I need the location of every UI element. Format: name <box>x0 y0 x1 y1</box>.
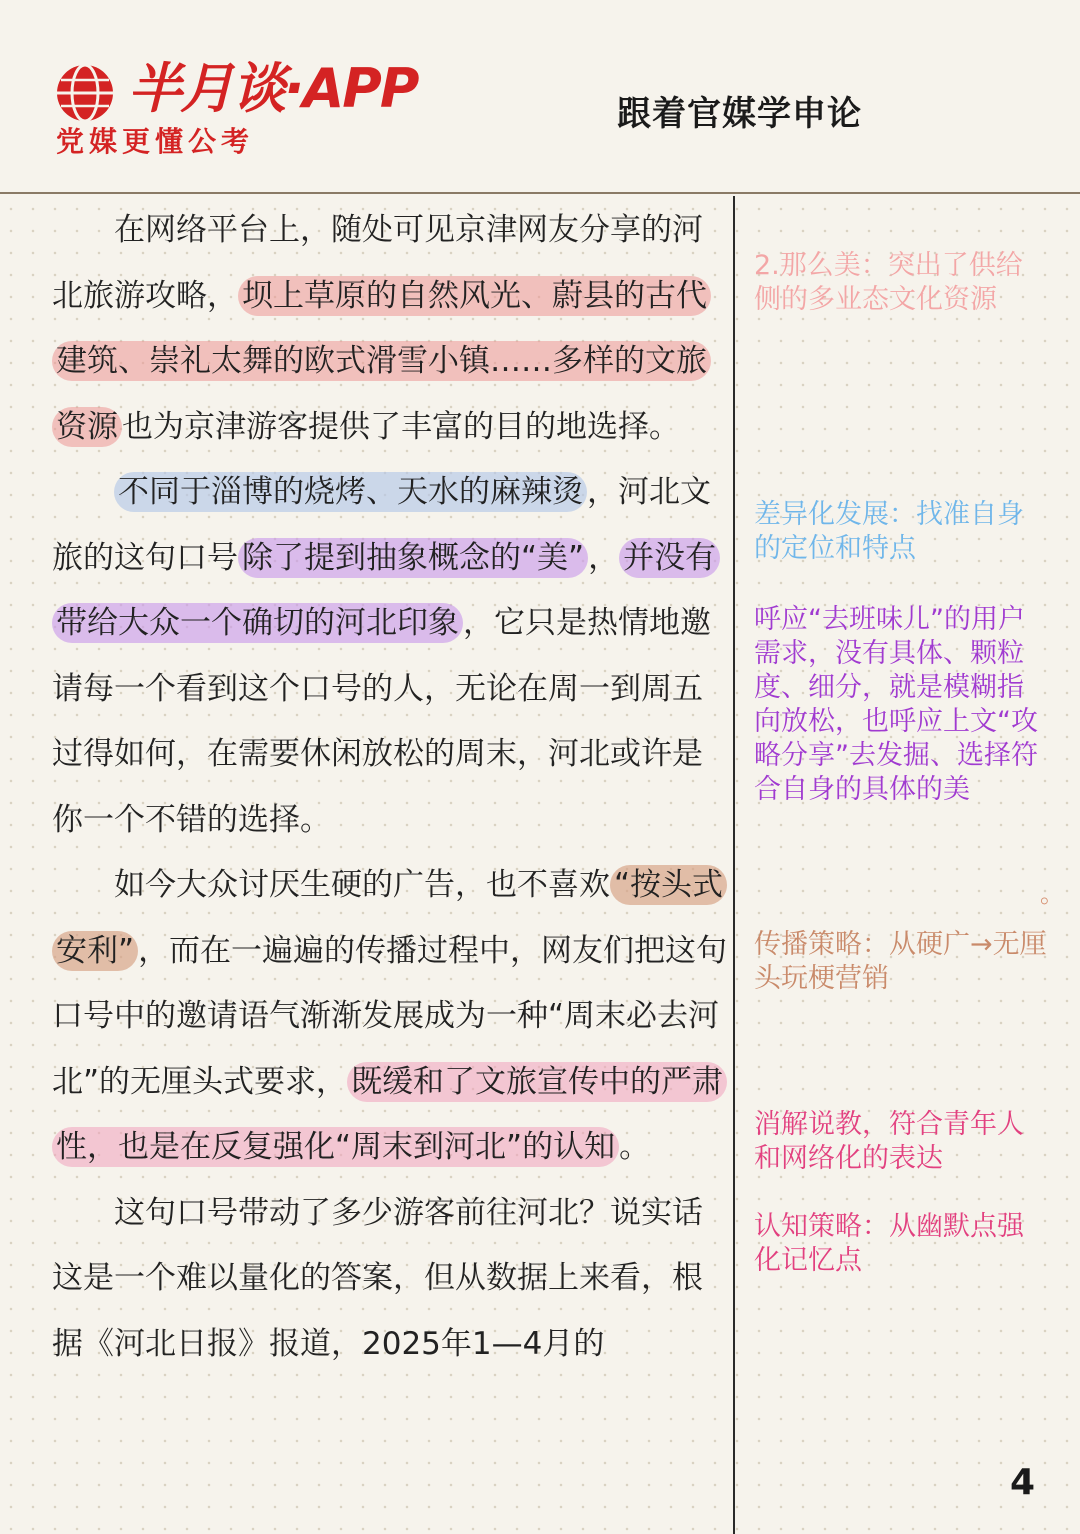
margin-note-supply: 2.那么美：突出了供给侧的多业态文化资源 <box>754 250 1023 315</box>
page-number: 4 <box>1010 1462 1036 1503</box>
article-body <box>52 198 728 1377</box>
text-run: 也为京津游客提供了丰富的目的地选择。 <box>122 408 680 445</box>
highlight-purple: 除了提到抽象概念的“美” <box>238 538 588 578</box>
text-run: 在网络平台上，随处可见京津网友分享的河北旅游攻略， <box>52 212 703 314</box>
paragraph-2 <box>52 460 728 853</box>
brand-name: 半月谈·APP <box>128 57 418 120</box>
text-run: 。 <box>619 1129 651 1165</box>
margin-note-cognition: 认知策略：从幽默点强化记忆点 <box>754 1211 1024 1276</box>
header-divider <box>0 192 1080 194</box>
margin-note-user-need: 呼应“去班味儿”的用户需求，没有具体、颗粒度、细分，就是模糊指向放松，也呼应上文“攻略分享”去发掘、选择符合自身的具体的美 <box>754 604 1038 805</box>
text-run: ，它只是热情地邀请每一个看到这个口号的人，无论在周一到周五过得如何，在需要休闲放松的周末，河北或许是你一个不错的选择。 <box>52 605 711 838</box>
highlight-blue: 不同于淄博的烧烤、天水的麻辣烫 <box>114 472 587 512</box>
header-title: 跟着官媒学申论 <box>617 94 862 134</box>
app-logo <box>50 56 470 176</box>
paragraph-3 <box>52 853 728 1181</box>
text-run: ， <box>588 539 620 576</box>
margin-note-differentiation: 差异化发展：找准自身的定位和特点 <box>754 499 1024 564</box>
text-run: 这句口号带动了多少游客前往河北？说实话这是一个难以量化的答案，但从数据上来看，根据《河北日报》报道，2025年1—4月的 <box>52 1194 703 1362</box>
margin-note-communication: 传播策略：从硬广→无厘头玩梗营销 <box>754 929 1047 994</box>
column-divider <box>733 196 735 1534</box>
text-run: ，河北文旅的这句口号 <box>52 474 711 576</box>
stray-dot: 。 <box>1040 880 1064 908</box>
highlight-pink: 既缓和了文旅宣传中的严肃性，也是在反复强化“周末到河北”的认知 <box>52 1062 727 1168</box>
text-run: 如今大众讨厌生硬的广告，也不喜欢 <box>114 867 610 903</box>
highlight-red: 坝上草原的自然风光、蔚县的古代建筑、崇礼太舞的欧式滑雪小镇……多样的文旅资源 <box>52 276 711 447</box>
highlight-brown: “按头式安利” <box>52 865 727 971</box>
page-header <box>0 0 1080 196</box>
paragraph-4 <box>52 1181 728 1378</box>
margin-note-tone: 消解说教，符合青年人和网络化的表达 <box>754 1109 1024 1174</box>
brand-slogan: 党媒更懂公考 <box>56 125 255 158</box>
highlight-purple: 并没有带给大众一个确切的河北印象 <box>52 538 720 644</box>
paragraph-1 <box>52 198 728 460</box>
globe-icon <box>54 62 116 124</box>
text-run: ，而在一遍遍的传播过程中，网友们把这句口号中的邀请语气渐渐发展成为一种“周末必去河北”的无厘头式要求， <box>52 932 728 1100</box>
